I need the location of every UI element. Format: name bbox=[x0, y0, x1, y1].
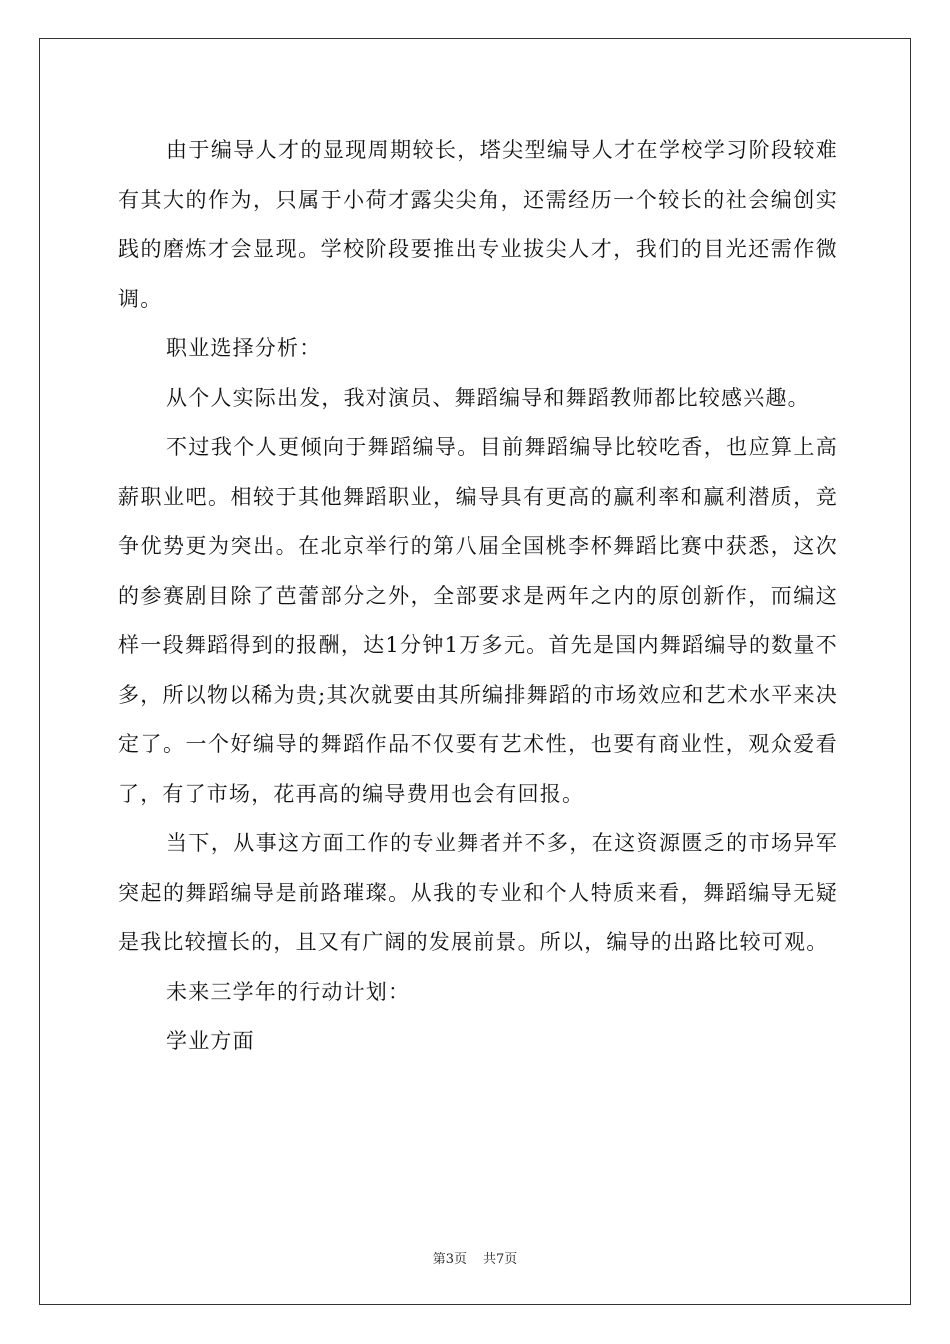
heading-career-choice: 职业选择分析： bbox=[166, 336, 322, 360]
page-number: 第3页 bbox=[432, 1252, 467, 1267]
paragraph-editor-talent: 由于编导人才的显现周期较长，塔尖型编导人才在学校学习阶段较难有其大的作为，只属于小荷才露尖尖角，还需经历一个较长的社会编创实践的磨炼才会显现。学校阶段要推出专业拔尖人才，我们的目光还需作微调。 bbox=[118, 138, 838, 311]
document-body bbox=[118, 126, 838, 1067]
page-footer bbox=[0, 1248, 950, 1267]
paragraph-market: 当下，从事这方面工作的专业舞者并不多，在这资源匮乏的市场异军突起的舞蹈编导是前路璀璨。从我的专业和个人特质来看，舞蹈编导无疑是我比较擅长的，且又有广阔的发展前景。所以，编导的出路比较可观。 bbox=[118, 831, 838, 954]
paragraph-interests: 从个人实际出发，我对演员、舞蹈编导和舞蹈教师都比较感兴趣。 bbox=[166, 385, 810, 410]
paragraph-choreographer: 不过我个人更倾向于舞蹈编导。目前舞蹈编导比较吃香，也应算上高薪职业吧。相较于其他舞蹈职业，编导具有更高的赢利率和赢利潜质，竞争优势更为突出。在北京举行的第八届全国桃李杯舞蹈比赛中获悉，这次的参赛剧目除了芭蕾部分之外，全部要求是两年之内的原创新作，而编这样一段舞蹈得到的报酬，达1分钟1万多元。首先是国内舞蹈编导的数量不多，所以物以稀为贵;其次就要由其所编排舞蹈的市场效应和艺术水平来决定了。一个好编导的舞蹈作品不仅要有艺术性，也要有商业性，观众爱看了，有了市场，花再高的编导费用也会有回报。 bbox=[118, 435, 838, 806]
page-total: 共7页 bbox=[483, 1252, 518, 1267]
heading-action-plan: 未来三学年的行动计划： bbox=[166, 979, 411, 1004]
heading-academics: 学业方面 bbox=[166, 1029, 255, 1053]
